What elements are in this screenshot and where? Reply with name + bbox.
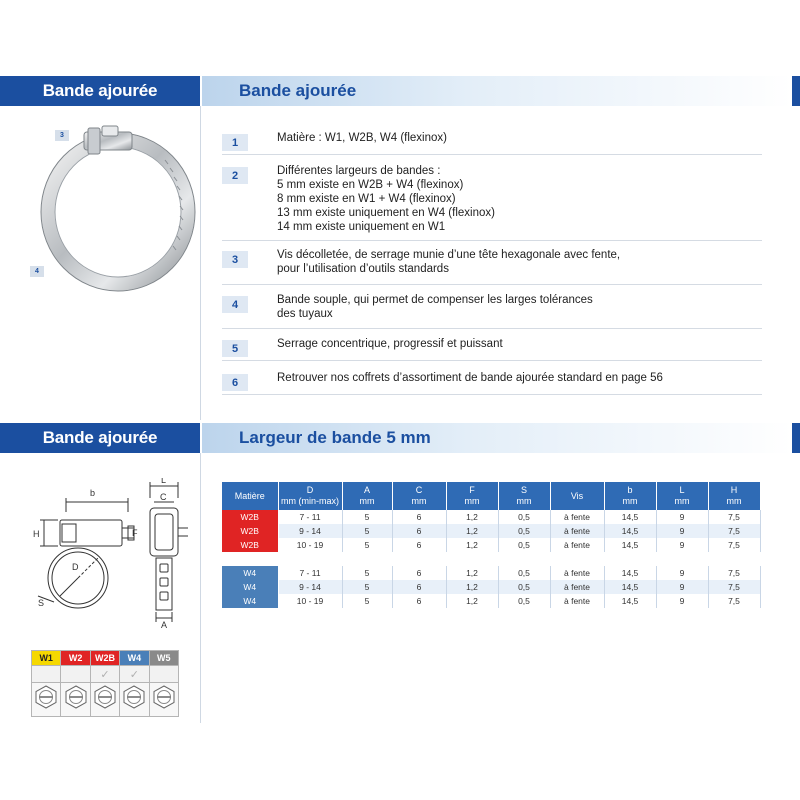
feature-item-1 bbox=[222, 131, 762, 151]
table-cell: 9 bbox=[656, 594, 708, 608]
table-cell: 9 bbox=[656, 538, 708, 552]
legend-material-w1: W1 bbox=[32, 651, 61, 666]
table-cell: 10 - 19 bbox=[278, 538, 342, 552]
column-header-label: S bbox=[520, 485, 527, 495]
column-header-unit: mm bbox=[464, 496, 480, 506]
column-header bbox=[550, 482, 604, 510]
table-cell: 9 - 14 bbox=[278, 580, 342, 594]
screw-housing bbox=[84, 126, 132, 154]
check-icon: ✓ bbox=[90, 666, 119, 683]
table-cell: 0,5 bbox=[498, 510, 550, 524]
table-cell: 5 bbox=[342, 594, 392, 608]
spec-table bbox=[222, 482, 761, 608]
dim-label-D: D bbox=[72, 562, 79, 572]
table-cell: 5 bbox=[342, 580, 392, 594]
table-cell: 9 bbox=[656, 510, 708, 524]
column-header-unit: mm bbox=[726, 496, 742, 506]
column-header-label: F bbox=[469, 485, 475, 495]
feature-text: Vis décolletée, de serrage munie d’une tête hexagonale avec fente, pour l’utilisation d’outils standards bbox=[277, 249, 621, 275]
table-cell: 0,5 bbox=[498, 566, 550, 580]
feature-number: 5 bbox=[222, 340, 248, 357]
feature-item-2 bbox=[222, 164, 762, 234]
table-cell: 9 - 14 bbox=[278, 524, 342, 538]
section1-left-title: Bande ajourée bbox=[42, 81, 158, 100]
legend-empty-cell bbox=[61, 666, 90, 683]
table-cell: 7,5 bbox=[708, 594, 760, 608]
table-cell: 6 bbox=[392, 566, 446, 580]
feature-text: Retrouver nos coffrets d’assortiment de bande ajourée standard en page 56 bbox=[277, 372, 663, 384]
table-cell: 1,2 bbox=[446, 580, 498, 594]
table-cell: 9 bbox=[656, 580, 708, 594]
feature-separator bbox=[222, 328, 762, 329]
column-header-unit: mm bbox=[622, 496, 638, 506]
table-cell: 9 bbox=[656, 566, 708, 580]
table-header-row bbox=[222, 482, 760, 510]
material-legend bbox=[31, 650, 179, 717]
feature-item-6 bbox=[222, 371, 762, 391]
table-cell: 5 bbox=[342, 538, 392, 552]
feature-separator bbox=[222, 360, 762, 361]
dim-label-L: L bbox=[161, 478, 167, 485]
technical-drawing bbox=[28, 478, 198, 628]
feature-item-3 bbox=[222, 248, 762, 276]
table-cell: à fente bbox=[550, 510, 604, 524]
table-cell: 6 bbox=[392, 594, 446, 608]
section2-divider bbox=[200, 453, 201, 723]
hex-screw-icon bbox=[90, 683, 119, 717]
table-cell: 5 bbox=[342, 566, 392, 580]
column-header-label: Matière bbox=[234, 490, 265, 501]
table-cell: à fente bbox=[550, 538, 604, 552]
column-header-label: D bbox=[306, 485, 314, 495]
feature-number: 3 bbox=[222, 251, 248, 268]
legend-material-w2: W2 bbox=[61, 651, 90, 666]
check-icon: ✓ bbox=[120, 666, 149, 683]
column-header bbox=[498, 482, 550, 510]
column-header-label: L bbox=[679, 485, 685, 495]
material-cell: W4 bbox=[222, 580, 278, 594]
legend-material-w5: W5 bbox=[149, 651, 178, 666]
feature-number: 2 bbox=[222, 167, 248, 184]
table-row bbox=[222, 566, 760, 580]
table-cell: 0,5 bbox=[498, 524, 550, 538]
material-cell: W4 bbox=[222, 594, 278, 608]
table-cell: 1,2 bbox=[446, 566, 498, 580]
table-cell: 7,5 bbox=[708, 566, 760, 580]
hex-screw-icon bbox=[32, 683, 61, 717]
table-cell: 7,5 bbox=[708, 510, 760, 524]
table-cell: 1,2 bbox=[446, 538, 498, 552]
dim-label-A: A bbox=[161, 620, 168, 628]
table-cell: 7 - 11 bbox=[278, 566, 342, 580]
section1-right-title: Bande ajourée bbox=[239, 81, 357, 100]
table-cell: 5 bbox=[342, 524, 392, 538]
column-header-label: b bbox=[627, 485, 633, 495]
column-header-unit: mm bbox=[411, 496, 427, 506]
table-cell: 14,5 bbox=[604, 566, 656, 580]
table-cell: 1,2 bbox=[446, 524, 498, 538]
table-cell: 14,5 bbox=[604, 524, 656, 538]
section2-left-title: Bande ajourée bbox=[42, 428, 158, 447]
column-header bbox=[708, 482, 760, 510]
table-cell: 14,5 bbox=[604, 594, 656, 608]
dim-label-b: b bbox=[90, 488, 96, 498]
column-header bbox=[656, 482, 708, 510]
feature-number: 4 bbox=[222, 296, 248, 313]
table-spacer-cell bbox=[222, 552, 760, 566]
feature-text: Serrage concentrique, progressif et puissant bbox=[277, 338, 503, 350]
table-cell: 14,5 bbox=[604, 538, 656, 552]
section1-right-header bbox=[202, 76, 792, 106]
column-header bbox=[392, 482, 446, 510]
image-label-3: 3 bbox=[55, 130, 69, 141]
dim-label-C: C bbox=[160, 492, 167, 502]
feature-item-5 bbox=[222, 337, 762, 357]
table-cell: à fente bbox=[550, 566, 604, 580]
section2-right-title: Largeur de bande 5 mm bbox=[239, 428, 431, 447]
legend-material-w2b: W2B bbox=[90, 651, 119, 666]
dim-label-F: F bbox=[132, 528, 138, 538]
table-cell: 10 - 19 bbox=[278, 594, 342, 608]
table-cell: 0,5 bbox=[498, 538, 550, 552]
table-cell: 0,5 bbox=[498, 580, 550, 594]
dim-label-S: S bbox=[38, 598, 45, 608]
feature-text: Matière : W1, W2B, W4 (flexinox) bbox=[277, 132, 447, 144]
hex-screw-icon bbox=[61, 683, 90, 717]
table-row bbox=[222, 580, 760, 594]
table-cell: à fente bbox=[550, 594, 604, 608]
column-header-unit: mm (min-max) bbox=[281, 496, 339, 506]
column-header bbox=[278, 482, 342, 510]
table-row bbox=[222, 510, 760, 524]
column-header-label: A bbox=[363, 485, 370, 495]
table-cell: à fente bbox=[550, 580, 604, 594]
section1-left-header bbox=[0, 76, 200, 106]
feature-separator bbox=[222, 240, 762, 241]
table-cell: 14,5 bbox=[604, 580, 656, 594]
table-row bbox=[222, 594, 760, 608]
feature-text: Bande souple, qui permet de compenser les larges tolérances des tuyaux bbox=[277, 294, 593, 320]
section1-header-cap bbox=[792, 76, 800, 106]
column-header-label: H bbox=[730, 485, 738, 495]
table-cell: 14,5 bbox=[604, 510, 656, 524]
dim-label-H: H bbox=[33, 529, 40, 539]
material-cell: W2B bbox=[222, 510, 278, 524]
table-cell: 1,2 bbox=[446, 594, 498, 608]
image-label-4: 4 bbox=[30, 266, 44, 277]
material-cell: W4 bbox=[222, 566, 278, 580]
table-row bbox=[222, 524, 760, 538]
hex-screw-icon bbox=[120, 683, 149, 717]
table-body bbox=[222, 510, 760, 608]
feature-text: Différentes largeurs de bandes : 5 mm existe en W2B + W4 (flexinox) 8 mm existe en W1 + W4 (flexinox) 13 mm existe uniquement en W4 (flexinox) 14 mm existe uniquement en W1 bbox=[277, 165, 495, 233]
legend-icon-row bbox=[32, 683, 179, 717]
section2-right-header bbox=[202, 423, 792, 453]
table-cell: 0,5 bbox=[498, 594, 550, 608]
legend-check-row bbox=[32, 666, 179, 683]
material-cell: W2B bbox=[222, 524, 278, 538]
table-spacer-row bbox=[222, 552, 760, 566]
column-header bbox=[222, 482, 278, 510]
feature-separator bbox=[222, 394, 762, 395]
section2-left-header bbox=[0, 423, 200, 453]
feature-separator bbox=[222, 154, 762, 155]
table-cell: 7,5 bbox=[708, 524, 760, 538]
feature-separator bbox=[222, 284, 762, 285]
feature-item-4 bbox=[222, 293, 762, 321]
hex-screw-icon bbox=[149, 683, 178, 717]
column-header-label: C bbox=[415, 485, 423, 495]
feature-number: 1 bbox=[222, 134, 248, 151]
table-cell: 7,5 bbox=[708, 580, 760, 594]
table-cell: 6 bbox=[392, 524, 446, 538]
legend-empty-cell bbox=[32, 666, 61, 683]
table-cell: 1,2 bbox=[446, 510, 498, 524]
table-cell: 9 bbox=[656, 524, 708, 538]
material-cell: W2B bbox=[222, 538, 278, 552]
section1-divider bbox=[200, 106, 201, 420]
column-header-unit: mm bbox=[674, 496, 690, 506]
column-header bbox=[446, 482, 498, 510]
table-cell: 5 bbox=[342, 510, 392, 524]
table-cell: 7 - 11 bbox=[278, 510, 342, 524]
column-header-label: Vis bbox=[570, 490, 584, 501]
table-cell: 7,5 bbox=[708, 538, 760, 552]
table-row bbox=[222, 538, 760, 552]
table-cell: à fente bbox=[550, 524, 604, 538]
section2-header-cap bbox=[792, 423, 800, 453]
column-header-unit: mm bbox=[359, 496, 375, 506]
table-cell: 6 bbox=[392, 580, 446, 594]
column-header-unit: mm bbox=[516, 496, 532, 506]
hose-clamp-illustration bbox=[40, 120, 200, 295]
legend-header-row bbox=[32, 651, 179, 666]
table-cell: 6 bbox=[392, 510, 446, 524]
legend-material-w4: W4 bbox=[120, 651, 149, 666]
feature-number: 6 bbox=[222, 374, 248, 391]
column-header bbox=[604, 482, 656, 510]
legend-empty-cell bbox=[149, 666, 178, 683]
table-cell: 6 bbox=[392, 538, 446, 552]
column-header bbox=[342, 482, 392, 510]
